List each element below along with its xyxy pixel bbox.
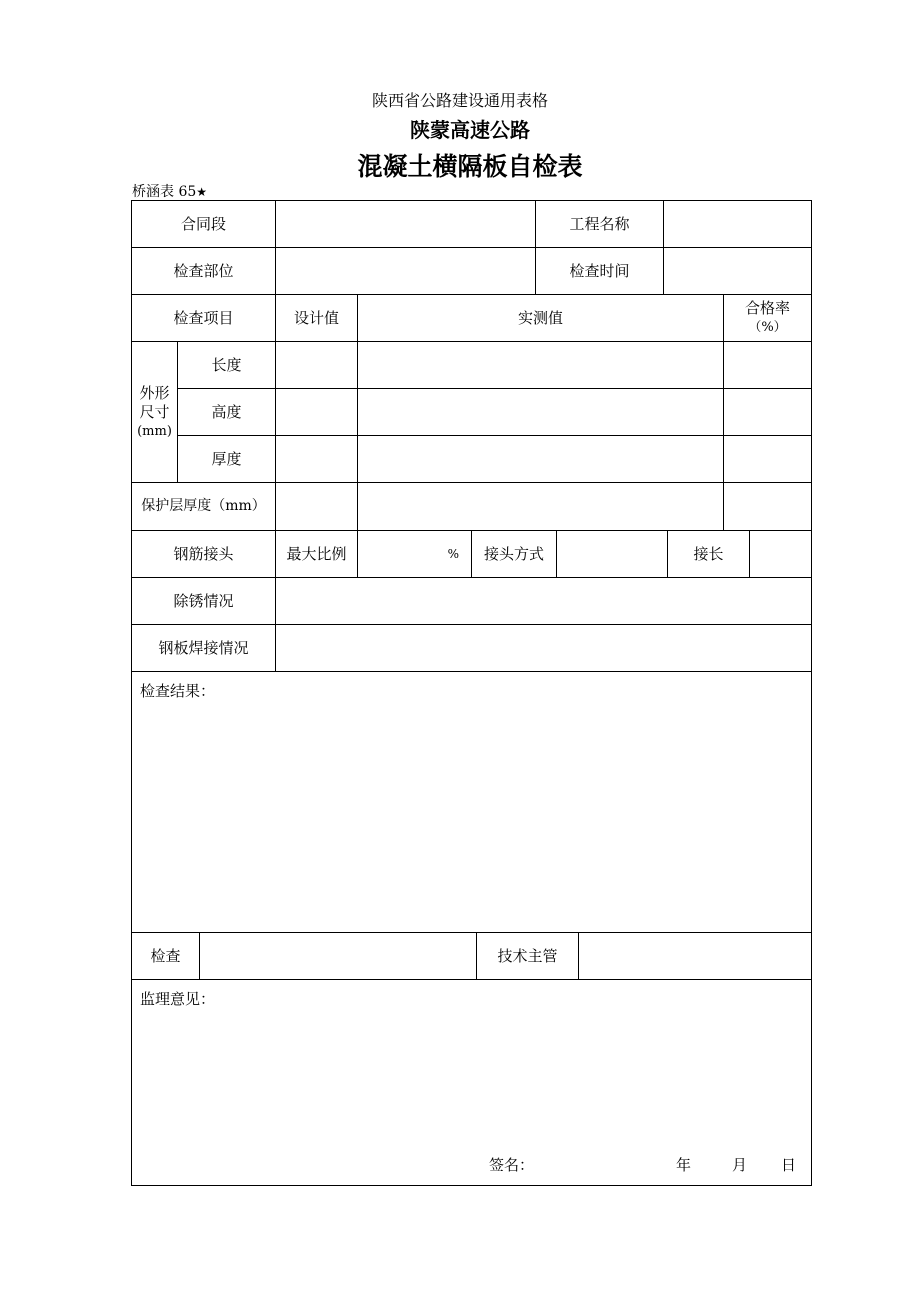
- joint-length-label: 接长: [693, 544, 724, 563]
- form-code: [132, 181, 207, 201]
- item-label: 检查项目: [173, 308, 234, 327]
- project-name: 陕蒙高速公路: [410, 118, 530, 142]
- supervision-area[interactable]: [132, 1008, 811, 1148]
- cover-thickness-label: 保护层厚度（mm）: [141, 498, 266, 514]
- form-code-text: 桥涵表 65: [132, 184, 197, 200]
- design-label: 设计值: [293, 308, 339, 327]
- shape-label-3: (mm): [137, 423, 172, 439]
- length-label: 长度: [211, 355, 242, 374]
- height-label: 高度: [211, 402, 242, 421]
- plate-welding-label: 钢板焊接情况: [158, 638, 249, 657]
- measured-label: 实测值: [517, 308, 563, 327]
- project-name-label: 工程名称: [569, 214, 630, 233]
- form-subtitle: 陕西省公路建设通用表格: [371, 91, 548, 110]
- time-value[interactable]: [664, 248, 811, 294]
- inspection-result-label: 检查结果：: [140, 682, 216, 700]
- location-label: 检查部位: [173, 261, 234, 280]
- joint-length-value[interactable]: [750, 531, 811, 577]
- rust-removal-value[interactable]: [276, 578, 811, 624]
- pass-rate-unit: （%）: [748, 320, 787, 335]
- plate-welding-value[interactable]: [276, 625, 811, 671]
- pass-rate-label: [724, 295, 811, 341]
- max-ratio-label: 最大比例: [286, 544, 347, 563]
- day-label: 日: [781, 1156, 797, 1174]
- tech-lead-label: 技术主管: [497, 946, 558, 965]
- location-value[interactable]: [276, 248, 535, 294]
- contract-value[interactable]: [276, 201, 535, 247]
- shape-label-1: 外形: [139, 383, 170, 402]
- inspector-label: 检查: [150, 946, 181, 965]
- max-ratio-value[interactable]: [358, 531, 471, 577]
- shape-label-2: 尺寸: [139, 402, 170, 421]
- supervision-label: 监理意见：: [140, 990, 216, 1008]
- star-icon: ★: [196, 185, 208, 199]
- shape-dimension-label: [132, 342, 177, 482]
- contract-label: 合同段: [180, 214, 226, 233]
- percent-sign: %: [447, 546, 459, 561]
- tech-lead-value[interactable]: [579, 933, 811, 979]
- year-label: 年: [676, 1156, 692, 1174]
- joint-method-value[interactable]: [557, 531, 667, 577]
- rust-removal-label: 除锈情况: [173, 591, 234, 610]
- thickness-label: 厚度: [211, 449, 242, 468]
- pass-rate-text: 合格率: [744, 299, 790, 317]
- rebar-joint-label: 钢筋接头: [173, 544, 234, 563]
- inspection-result-area[interactable]: [132, 700, 811, 932]
- joint-method-label: 接头方式: [483, 544, 544, 563]
- inspector-value[interactable]: [200, 933, 476, 979]
- time-label: 检查时间: [569, 261, 630, 280]
- form-title: 混凝土横隔板自检表: [357, 152, 583, 181]
- month-label: 月: [732, 1156, 748, 1174]
- sign-label: 签名：: [489, 1156, 535, 1174]
- project-name-value[interactable]: [664, 201, 811, 247]
